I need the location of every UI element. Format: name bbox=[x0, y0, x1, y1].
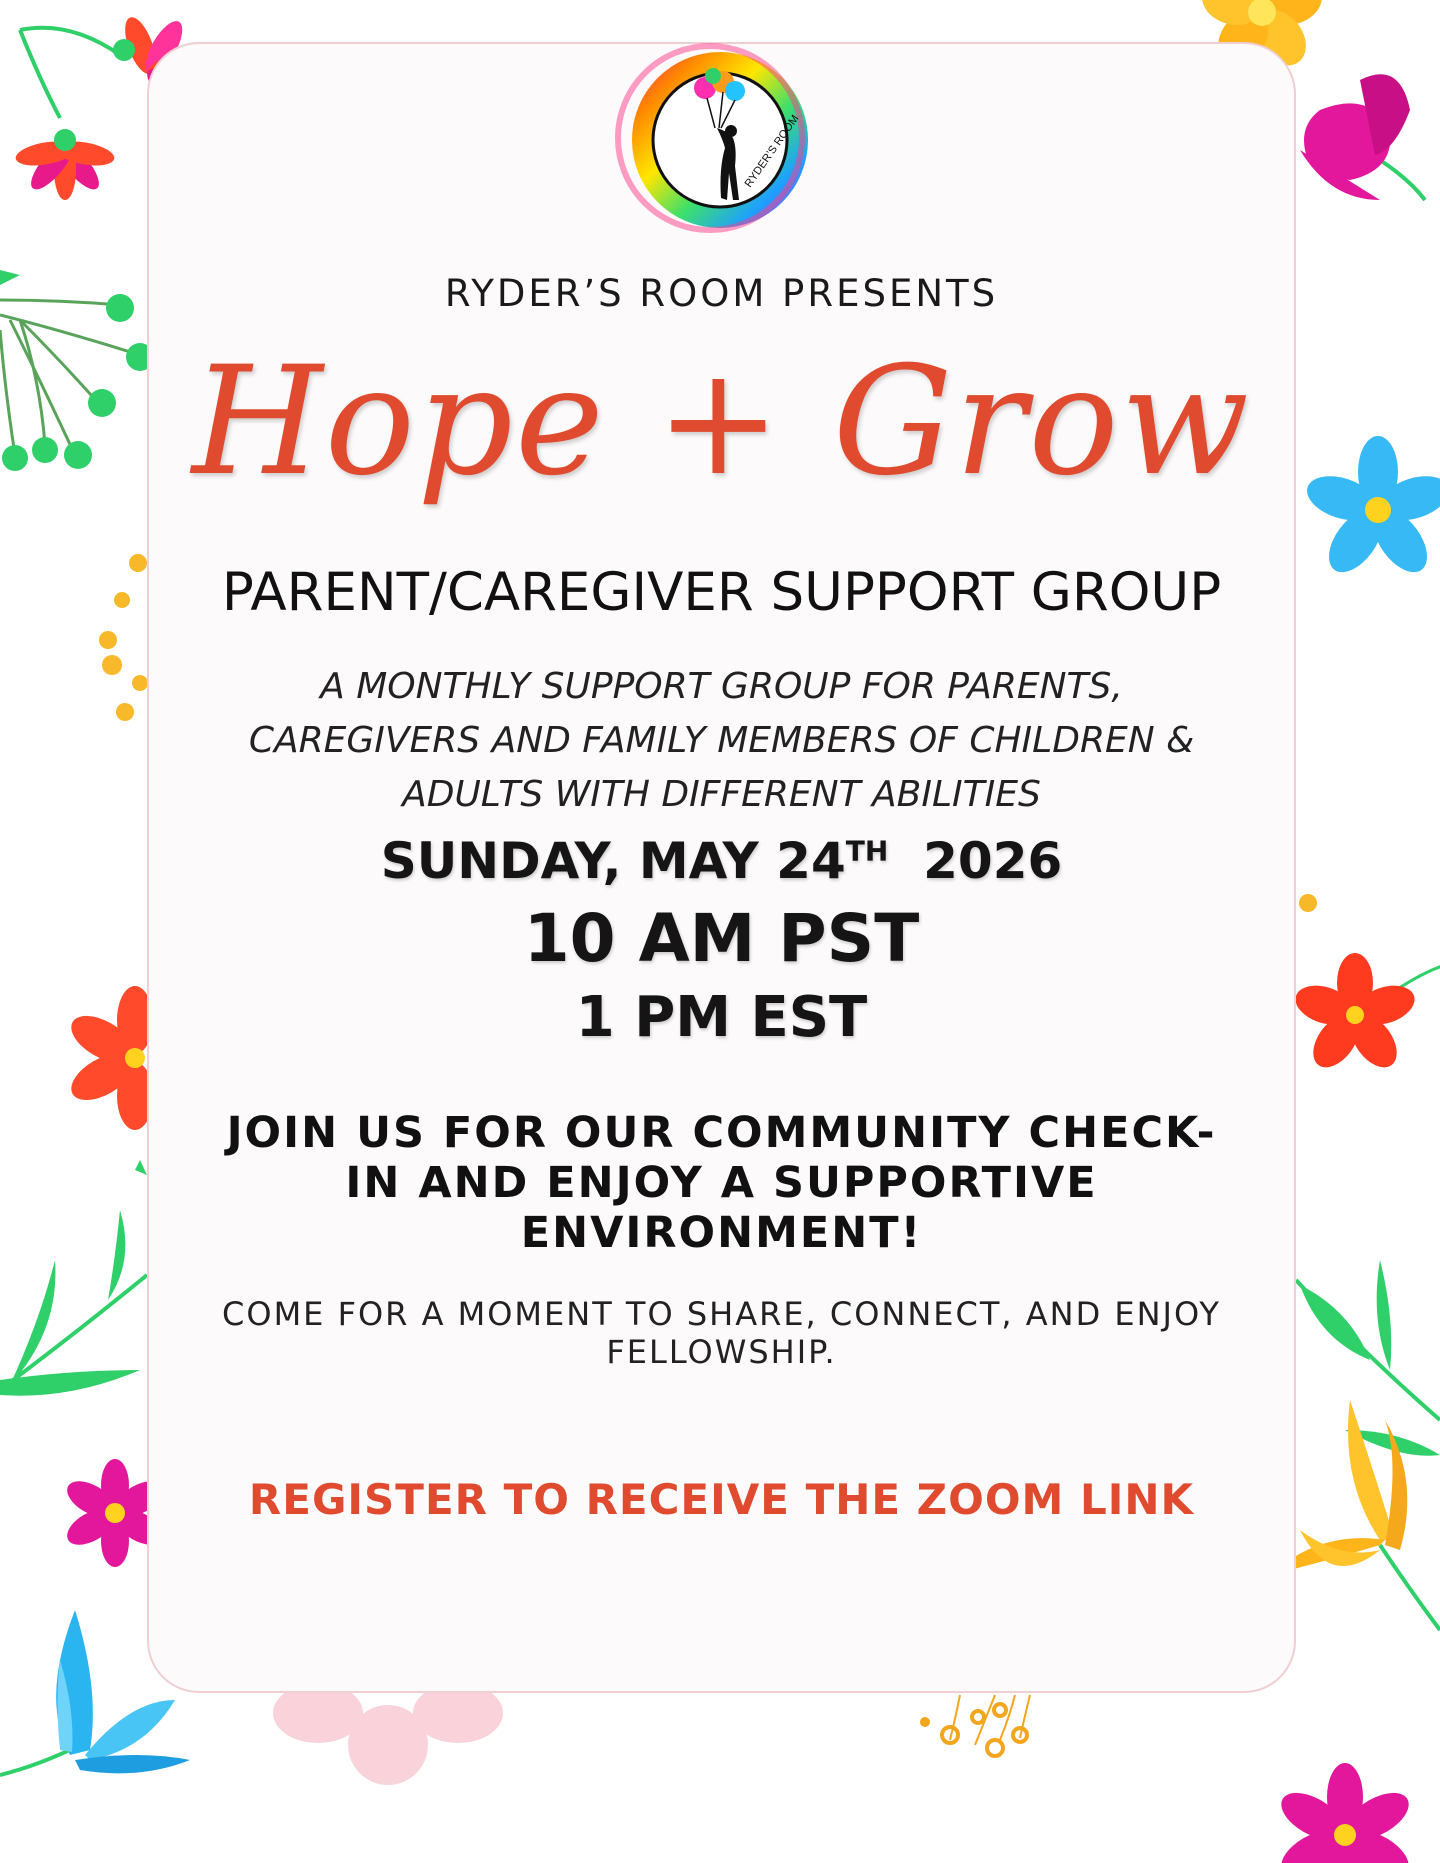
flower-right-blue-icon bbox=[1301, 436, 1440, 582]
description-line-1: A MONTHLY SUPPORT GROUP FOR PARENTS, bbox=[320, 666, 1123, 707]
event-title: Hope + Grow bbox=[191, 335, 1252, 509]
date-text: SUNDAY, MAY 24 bbox=[380, 832, 846, 890]
event-time-est: 1 PM EST bbox=[575, 985, 868, 1050]
flower-bottom-right-magenta-icon bbox=[1274, 1763, 1417, 1863]
event-subtitle: PARENT/CAREGIVER SUPPORT GROUP bbox=[221, 562, 1222, 623]
register-call-to-action: REGISTER TO RECEIVE THE ZOOM LINK bbox=[248, 1475, 1195, 1524]
orange-sprigs-bottom-icon bbox=[950, 1695, 1030, 1745]
flower-right-red-icon bbox=[1290, 953, 1440, 1076]
event-description bbox=[147, 660, 1296, 822]
invite-heading bbox=[190, 1108, 1253, 1258]
flower-bottom-pink-icon bbox=[273, 1683, 503, 1785]
event-date bbox=[147, 832, 1296, 890]
ryders-room-logo-icon bbox=[615, 28, 825, 243]
presents-heading: RYDER’S ROOM PRESENTS bbox=[444, 272, 999, 315]
yellow-sprigs-left-icon bbox=[99, 554, 148, 721]
flower-top-left-2-icon bbox=[14, 129, 116, 200]
flower-left-red-icon bbox=[64, 986, 153, 1130]
description-line-3: ADULTS WITH DIFFERENT ABILITIES bbox=[402, 774, 1041, 815]
date-year: 2026 bbox=[923, 832, 1063, 890]
flower-top-right-magenta-icon bbox=[1300, 74, 1425, 200]
svg-text:RYDER’S ROOM: RYDER’S ROOM bbox=[742, 112, 802, 190]
event-time-pst: 10 AM PST bbox=[523, 900, 920, 977]
tiny-yellow-flower-icon bbox=[1299, 894, 1317, 912]
description-line-2: CAREGIVERS AND FAMILY MEMBERS OF CHILDREN & bbox=[248, 720, 1195, 761]
invite-line-1: JOIN US FOR OUR COMMUNITY CHECK- bbox=[226, 1108, 1217, 1158]
fellowship-line-2: FELLOWSHIP. bbox=[606, 1333, 837, 1371]
invite-line-2: IN AND ENJOY A SUPPORTIVE bbox=[345, 1158, 1098, 1208]
date-ordinal: TH bbox=[845, 834, 889, 868]
fellowship-line-1: COME FOR A MOMENT TO SHARE, CONNECT, AND ENJOY bbox=[222, 1295, 1221, 1333]
fellowship-text bbox=[165, 1295, 1278, 1371]
invite-line-3: ENVIRONMENT! bbox=[520, 1208, 923, 1258]
